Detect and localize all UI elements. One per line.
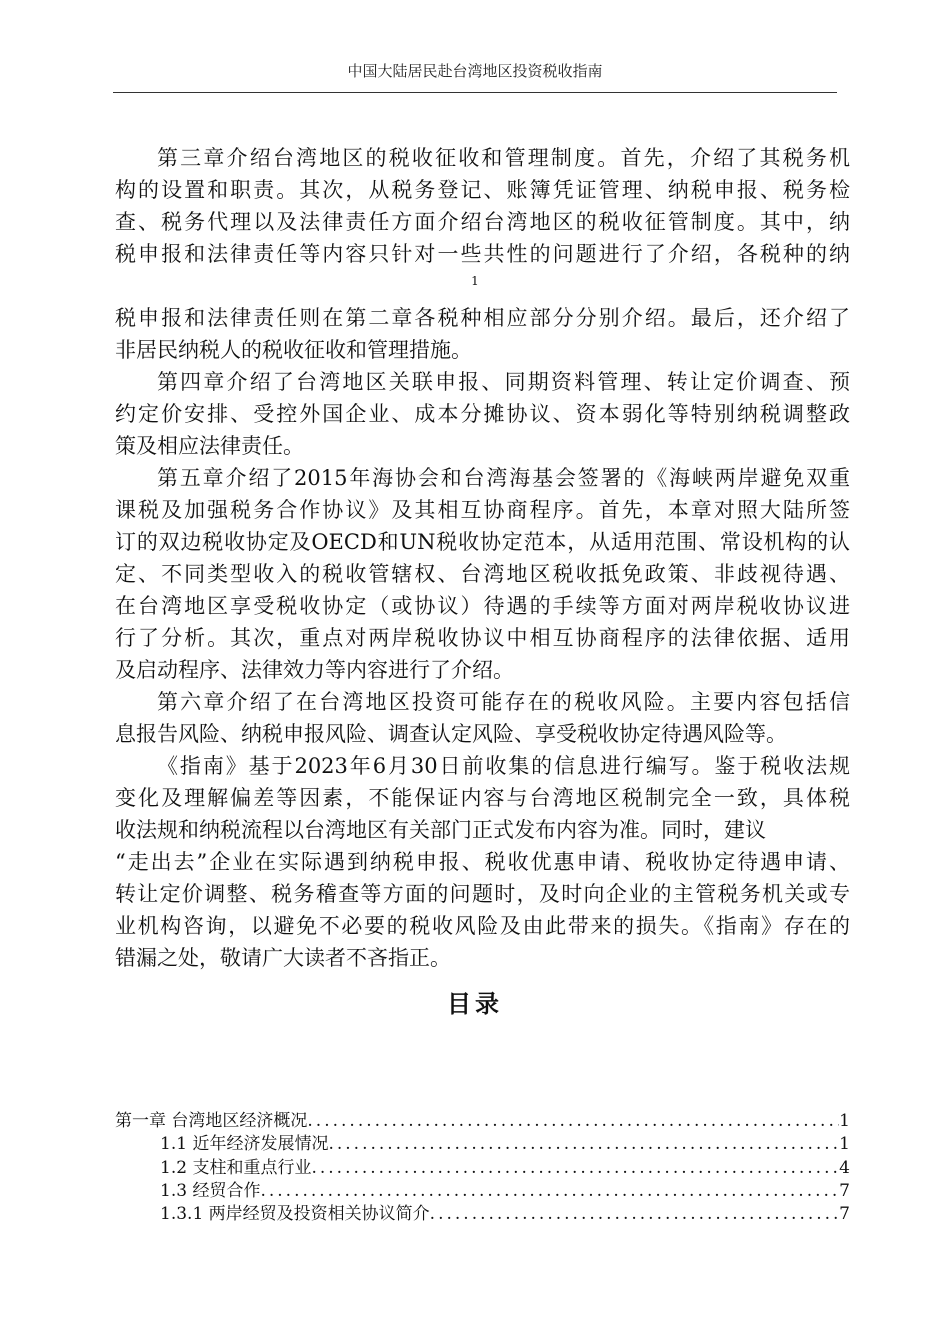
text-line: 定、不同类型收入的税收管辖权、台湾地区税收抵免政策、非歧视待遇、 <box>115 562 850 586</box>
page-number: 1 <box>471 274 479 288</box>
text-line: 错漏之处，敬请广大读者不吝指正。 <box>115 946 451 970</box>
text-line: 税申报和法律责任等内容只针对一些共性的问题进行了介绍，各税种的纳 <box>115 242 850 266</box>
text-line: 税申报和法律责任则在第二章各税种相应部分分别介绍。最后，还介绍了 <box>115 306 850 330</box>
toc-entry[interactable] <box>160 1133 850 1156</box>
toc-leader <box>260 1180 839 1203</box>
text-line: 业机构咨询，以避免不必要的税收风险及由此带来的损失。《指南》存在的 <box>115 914 850 938</box>
text-line: 订的双边税收协定及OECD和UN税收协定范本，从适用范围、常设机构的认 <box>115 530 850 554</box>
toc-entry-page: 7 <box>839 1181 850 1201</box>
text-line: 非居民纳税人的税收征收和管理措施。 <box>115 338 472 362</box>
text-line: 及启动程序、法律效力等内容进行了介绍。 <box>115 658 514 682</box>
toc-leader <box>430 1203 840 1226</box>
text-line: “走出去”企业在实际遇到纳税申报、税收优惠申请、税收协定待遇申请、 <box>115 850 850 874</box>
toc-leader <box>307 1110 839 1133</box>
toc-entry-page: 1 <box>839 1111 850 1131</box>
text-line: 转让定价调整、税务稽查等方面的问题时，及时向企业的主管税务机关或专 <box>115 882 850 906</box>
text-line: 行了分析。其次，重点对两岸税收协议中相互协商程序的法律依据、适用 <box>115 626 850 650</box>
text-line: 第五章介绍了2015年海协会和台湾海基会签署的《海峡两岸避免双重 <box>157 466 850 490</box>
toc-entry[interactable] <box>160 1180 850 1203</box>
text-line: 收法规和纳税流程以台湾地区有关部门正式发布内容为准。同时，建议 <box>115 818 766 842</box>
text-line: 构的设置和职责。其次，从税务登记、账簿凭证管理、纳税申报、税务检 <box>115 178 850 202</box>
toc-entry-title: 1.3 经贸合作 <box>160 1181 261 1201</box>
toc-entry[interactable] <box>160 1157 850 1180</box>
toc-entry-page: 1 <box>839 1134 850 1154</box>
text-line: 在台湾地区享受税收协定（或协议）待遇的手续等方面对两岸税收协议进 <box>115 594 850 618</box>
header-rule <box>113 92 837 93</box>
text-line: 约定价安排、受控外国企业、成本分摊协议、资本弱化等特别纳税调整政 <box>115 402 850 426</box>
toc-entry-title: 第一章 台湾地区经济概况 <box>115 1111 308 1131</box>
running-header: 中国大陆居民赴台湾地区投资税收指南 <box>347 62 603 80</box>
toc-entry[interactable] <box>115 1110 850 1133</box>
text-line: 变化及理解偏差等因素，不能保证内容与台湾地区税制完全一致，具体税 <box>115 786 850 810</box>
text-line: 策及相应法律责任。 <box>115 434 304 458</box>
toc-entry-title: 1.1 近年经济发展情况 <box>160 1134 329 1154</box>
text-line: 第三章介绍台湾地区的税收征收和管理制度。首先，介绍了其税务机 <box>157 146 850 170</box>
toc-entry-page: 4 <box>839 1158 850 1178</box>
toc-leader <box>328 1133 839 1156</box>
toc-leader <box>311 1157 839 1180</box>
text-line: 查、税务代理以及法律责任方面介绍台湾地区的税收征管制度。其中，纳 <box>115 210 850 234</box>
text-line: 《指南》基于2023年6月30日前收集的信息进行编写。鉴于税收法规 <box>157 754 850 778</box>
toc-title: 目录 <box>447 990 503 1018</box>
toc-entry-page: 7 <box>839 1204 850 1224</box>
text-line: 第六章介绍了在台湾地区投资可能存在的税收风险。主要内容包括信 <box>157 690 850 714</box>
toc-entry-title: 1.2 支柱和重点行业 <box>160 1158 312 1178</box>
text-line: 第四章介绍了台湾地区关联申报、同期资料管理、转让定价调查、预 <box>157 370 850 394</box>
toc-entry-title: 1.3.1 两岸经贸及投资相关协议简介 <box>160 1204 430 1224</box>
text-line: 课税及加强税务合作协议》及其相互协商程序。首先，本章对照大陆所签 <box>115 498 850 522</box>
text-line: 息报告风险、纳税申报风险、调查认定风险、享受税收协定待遇风险等。 <box>115 722 787 746</box>
toc-entry[interactable] <box>160 1203 850 1226</box>
